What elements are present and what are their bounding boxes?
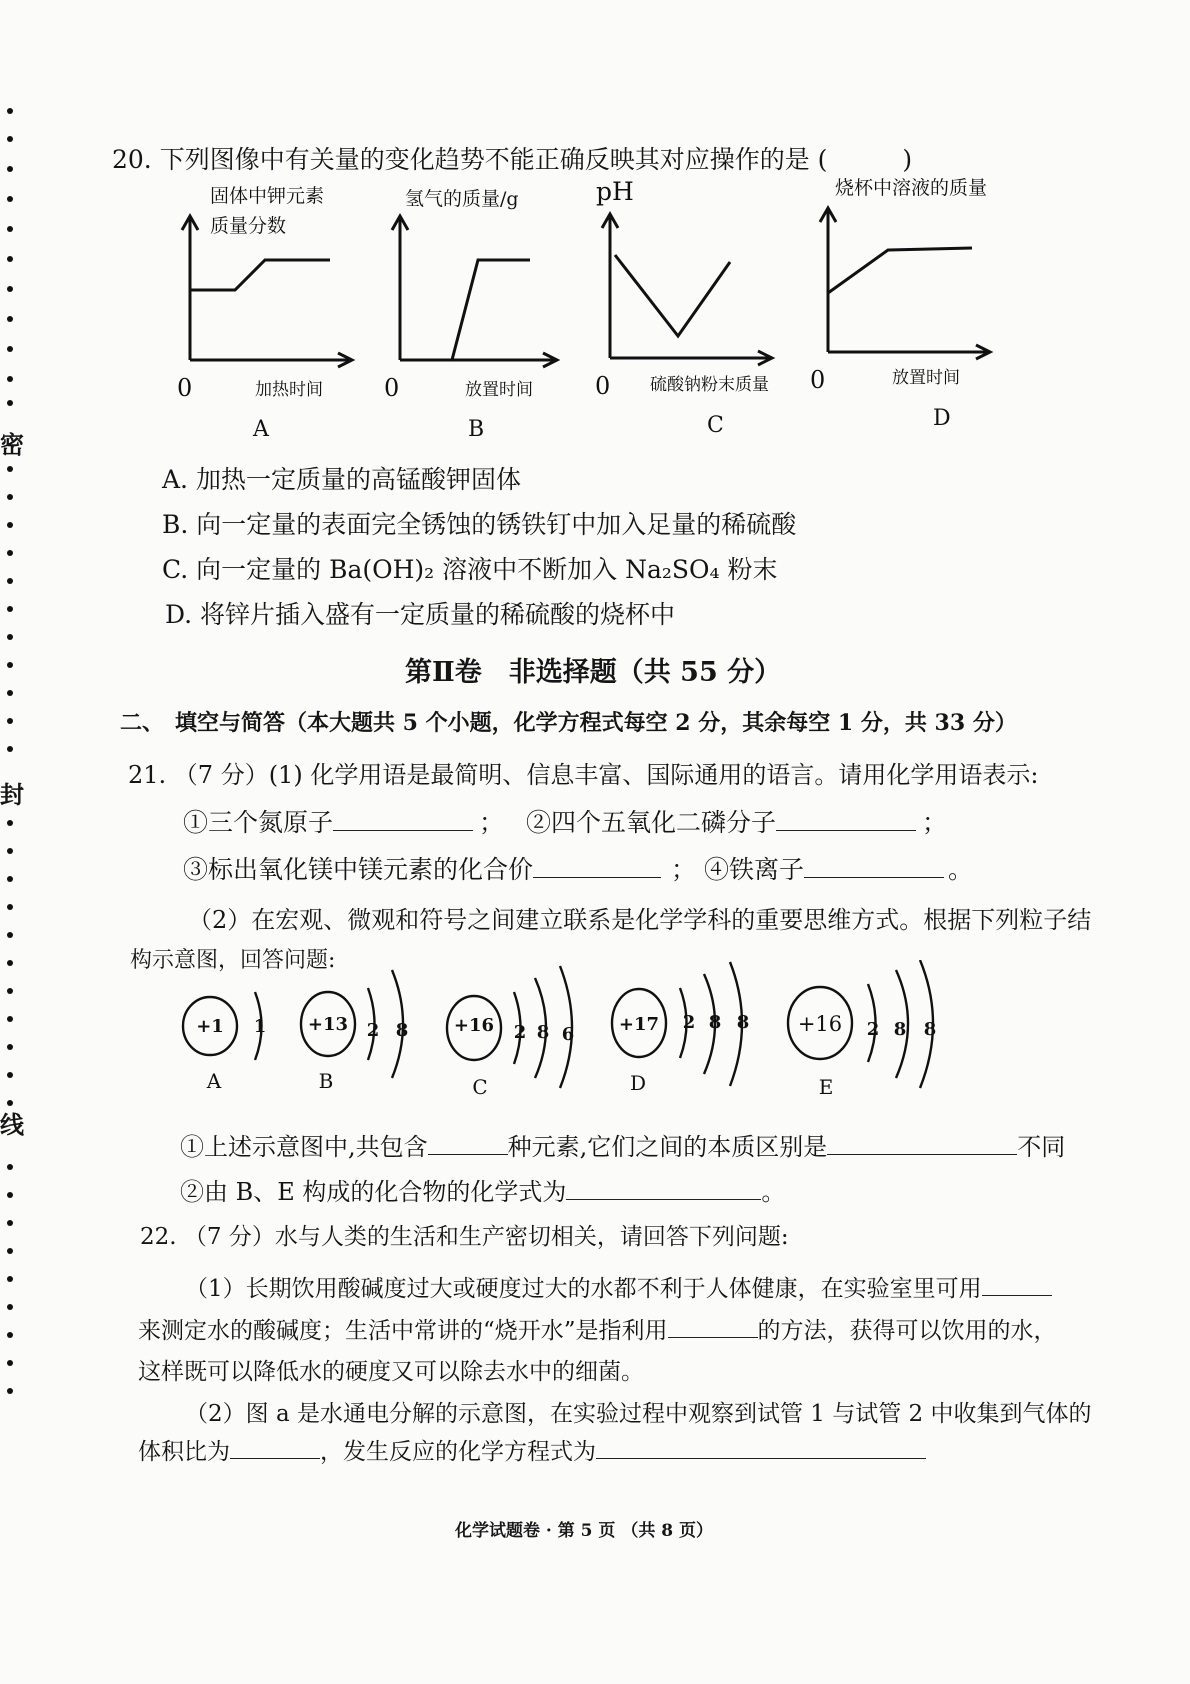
graph-a-letter: A	[253, 417, 269, 442]
q21-blank5[interactable]	[428, 1132, 508, 1155]
q22-part2-line2: 体积比为 ，发生反应的化学方程式为	[138, 1433, 926, 1466]
particle-c-label: C	[472, 1075, 488, 1099]
q21-sub1: ①上述示意图中,共包含 种元素,它们之间的本质区别是 不同	[180, 1133, 1066, 1161]
particle-e-shell1: 2	[866, 1019, 880, 1040]
particle-d-shell1: 2	[682, 1012, 696, 1033]
graph-b-xlabel: 放置时间	[465, 380, 533, 400]
particle-a-shell1: 1	[253, 1016, 267, 1037]
particle-a-label: A	[206, 1069, 222, 1093]
q21-blank4-prompt: ④铁离子	[704, 855, 805, 884]
graph-d-origin: 0	[810, 366, 826, 394]
particle-e-shell3: 8	[923, 1019, 937, 1040]
particle-diagrams	[180, 960, 980, 1100]
particle-d-shell2: 8	[708, 1012, 722, 1033]
q21-blank1[interactable]	[333, 808, 473, 831]
q22-part2-line1: （2）图 a 是水通电分解的示意图，在实验过程中观察到试管 1 与试管 2 中收集到气体的	[185, 1401, 1092, 1427]
particle-b-nucleus: +13	[307, 1014, 349, 1035]
q21-blank4[interactable]	[804, 855, 944, 878]
particle-d-nucleus: +17	[618, 1014, 660, 1035]
particle-c-shell2: 8	[536, 1022, 550, 1043]
q22-blank3[interactable]	[230, 1436, 320, 1459]
q22-part1-line3: 这样既可以降低水的硬度又可以除去水中的细菌。	[138, 1359, 644, 1385]
graph-b-letter: B	[468, 417, 485, 442]
graph-c-letter: C	[707, 413, 724, 438]
q21-blank1-prompt: ①三个氮原子	[183, 808, 334, 837]
q21-row1: ①三个氮原子 ； ②四个五氧化二磷分子 ；	[183, 808, 948, 837]
particle-a-nucleus: +1	[196, 1016, 224, 1037]
q21-blank3-prompt: ③标出氧化镁中镁元素的化合价	[183, 855, 534, 884]
particle-c-shell3: 6	[561, 1024, 575, 1045]
graph-a-origin: 0	[177, 374, 193, 402]
particle-c-nucleus: +16	[453, 1015, 495, 1036]
particle-e-nucleus: +16	[797, 1012, 843, 1036]
section-title: 第Ⅱ卷 非选择题（共 55 分）	[405, 657, 782, 688]
graph-b-origin: 0	[384, 374, 400, 402]
particle-d-label: D	[629, 1071, 647, 1095]
q21-blank6[interactable]	[827, 1132, 1017, 1155]
seal-char-mi: 密	[0, 430, 24, 459]
q20-option-b: B. 向一定量的表面完全锈蚀的锈铁钉中加入足量的稀硫酸	[162, 510, 797, 539]
particle-d-shell3: 8	[736, 1012, 750, 1033]
graph-d-letter: D	[933, 406, 951, 431]
q21-blank2[interactable]	[776, 808, 916, 831]
graph-a-curve	[190, 260, 330, 290]
q22-blank1[interactable]	[982, 1273, 1052, 1296]
graph-d-ylabel: 烧杯中溶液的质量	[835, 177, 988, 199]
page-footer: 化学试题卷 · 第 5 页 （共 8 页）	[455, 1521, 714, 1541]
graph-d-axes	[820, 208, 990, 359]
q20-option-c: C. 向一定量的 Ba(OH)₂ 溶液中不断加入 Na₂SO₄ 粉末	[162, 555, 778, 584]
graph-c-curve	[615, 255, 730, 336]
graph-c-origin: 0	[595, 372, 611, 400]
q21-part2-line1: （2）在宏观、微观和符号之间建立联系是化学学科的重要思维方式。根据下列粒子结	[188, 906, 1092, 934]
graph-b-axes	[392, 216, 557, 367]
q21-blank2-prompt: ②四个五氧化二磷分子	[526, 808, 777, 837]
q20-graphs	[160, 170, 1160, 490]
part2-header: 二、 填空与简答（本大题共 5 个小题，化学方程式每空 2 分，其余每空 1 分，共 33 分）	[120, 710, 1017, 736]
particle-e-label: E	[818, 1075, 834, 1099]
graph-a-ylabel1: 固体中钾元素	[210, 185, 325, 207]
graph-a-xlabel: 加热时间	[255, 380, 323, 400]
graph-d-xlabel: 放置时间	[892, 368, 960, 388]
binding-margin-dots	[4, 100, 16, 1420]
particle-b-shell1: 2	[366, 1020, 380, 1041]
q21-sub2: ②由 B、E 构成的化合物的化学式为 。	[180, 1178, 786, 1206]
graph-c-xlabel: 硫酸钠粉末质量	[650, 375, 769, 395]
q21-part2-line2: 构示意图，回答问题:	[130, 948, 336, 973]
q22-part1-line2: 来测定水的酸碱度；生活中常讲的“烧开水”是指利用 的方法，获得可以饮用的水，	[138, 1312, 1057, 1345]
q22-blank4[interactable]	[596, 1436, 926, 1459]
q20-stem: 20. 下列图像中有关量的变化趋势不能正确反映其对应操作的是 ( )	[112, 145, 913, 174]
graph-a-ylabel2: 质量分数	[210, 215, 287, 237]
particle-e-shell2: 8	[893, 1019, 907, 1040]
graph-c-ylabel: pH	[596, 177, 634, 206]
graph-b-ylabel: 氢气的质量/g	[405, 188, 519, 210]
q20-option-d: D. 将锌片插入盛有一定质量的稀硫酸的烧杯中	[165, 600, 676, 629]
q21-blank7[interactable]	[566, 1177, 761, 1200]
q21-stem: 21. （7 分）(1) 化学用语是最简明、信息丰富、国际通用的语言。请用化学用语表示:	[128, 761, 1039, 789]
q22-blank2[interactable]	[668, 1315, 758, 1338]
q20-option-a: A. 加热一定质量的高锰酸钾固体	[162, 465, 521, 494]
q22-part1-line1: （1）长期饮用酸碱度过大或硬度过大的水都不利于人体健康，在实验室里可用	[185, 1270, 1052, 1303]
graph-c-axes	[602, 214, 772, 365]
seal-char-feng: 封	[0, 780, 24, 809]
graph-b-curve	[400, 260, 530, 360]
graph-d-curve	[828, 248, 972, 293]
particle-b-shell2: 8	[395, 1020, 409, 1041]
particle-c-shell1: 2	[513, 1022, 527, 1043]
q21-row2: ③标出氧化镁中镁元素的化合价 ； ④铁离子 。	[183, 855, 974, 884]
q21-blank3[interactable]	[533, 855, 661, 878]
particle-b-label: B	[318, 1069, 334, 1093]
q22-stem: 22. （7 分）水与人类的生活和生产密切相关，请回答下列问题:	[140, 1224, 789, 1250]
seal-char-xian: 线	[0, 1110, 24, 1139]
